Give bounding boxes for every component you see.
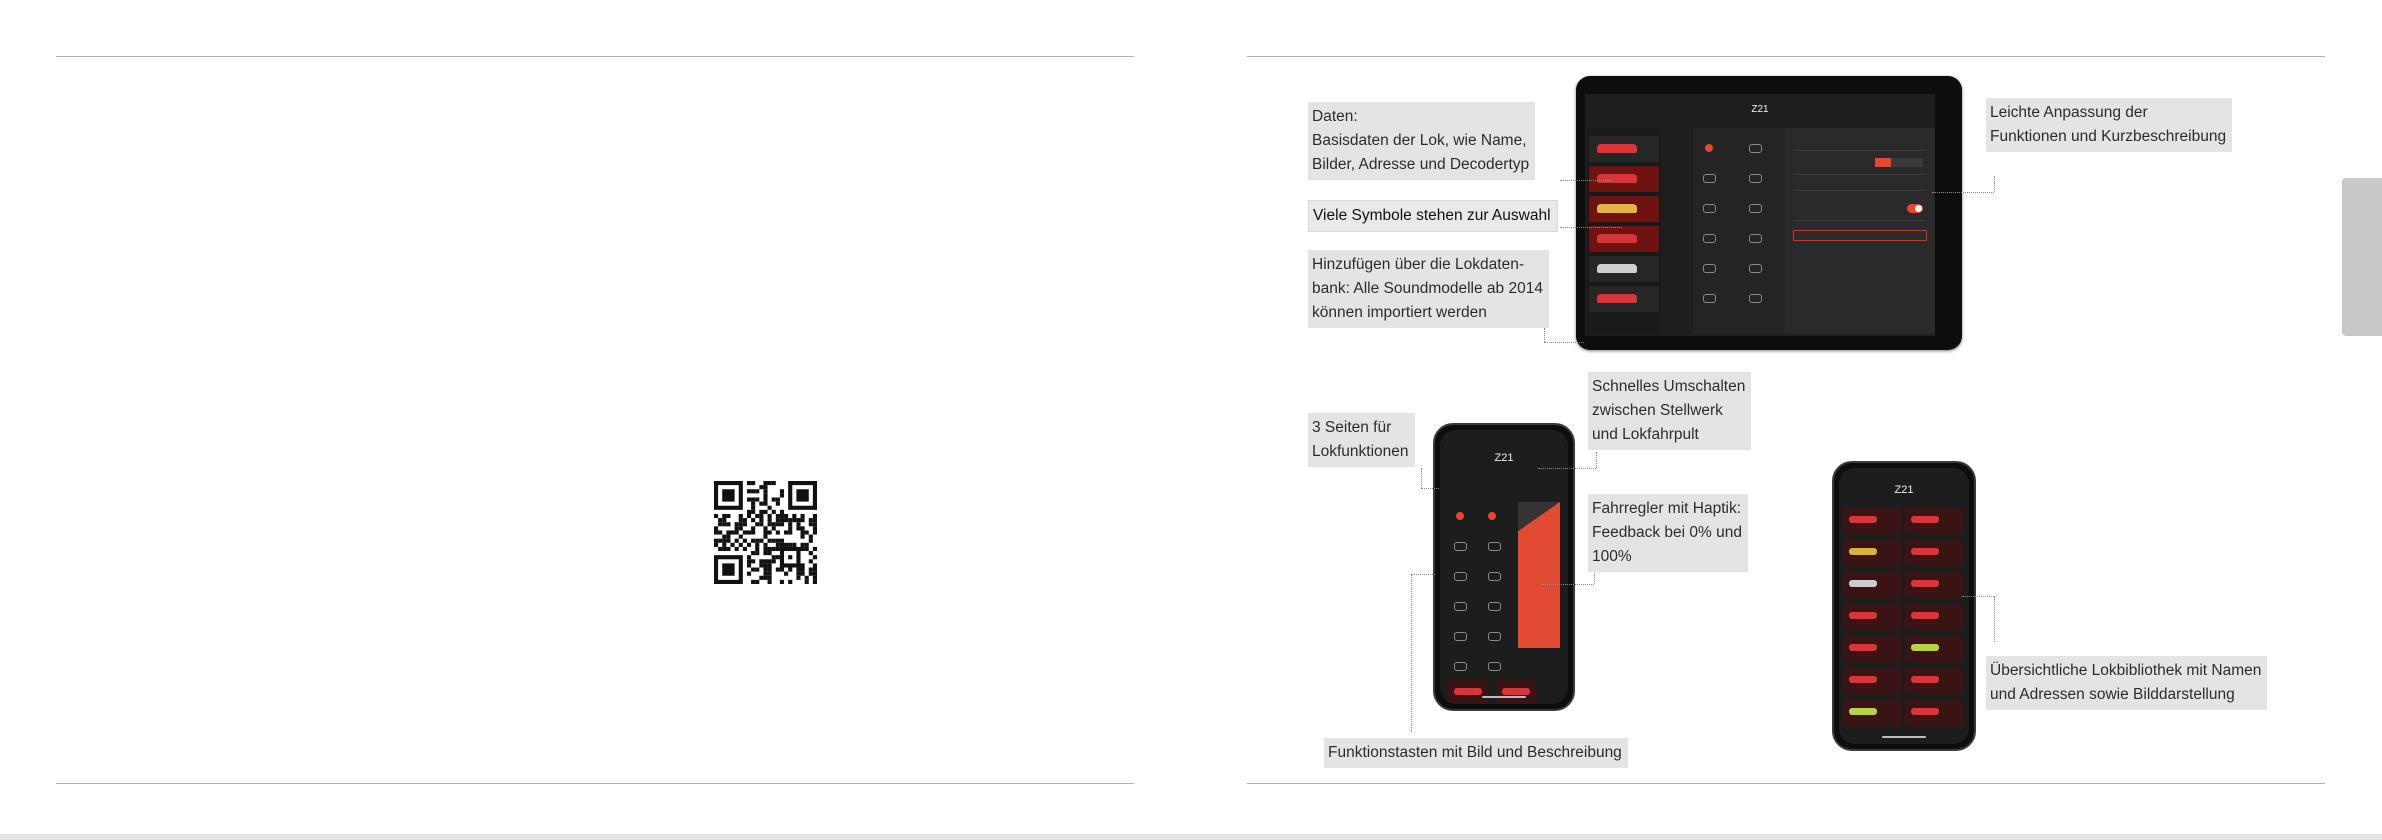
chapter-tab [2342,178,2382,336]
loco-thumbnail [1597,294,1637,303]
phone-driving-console [1433,423,1575,711]
tablet-app-title: Z21 [1751,104,1769,115]
function-icon[interactable] [1454,662,1467,671]
horn-icon[interactable] [1703,204,1716,213]
loco-library-item[interactable] [1843,508,1901,534]
phone-loco-library [1832,461,1976,751]
function-icon[interactable] [1488,542,1501,551]
loco-quick-select[interactable] [1448,680,1488,704]
top-rule-left [56,56,1134,57]
callout-bibliothek [1986,656,2267,710]
divider [1793,190,1927,191]
list-item[interactable] [1589,166,1659,192]
callout-line: Feedback bei 0% und [1592,524,1742,541]
loco-thumbnail [1911,644,1939,651]
phone-app-title: Z21 [1894,484,1914,496]
callout-line: Viele Symbole stehen zur Auswahl [1313,207,1551,224]
loco-library-item[interactable] [1905,668,1963,694]
loco-library-item[interactable] [1843,540,1901,566]
function-icon[interactable] [1703,294,1716,303]
light-icon[interactable] [1705,144,1713,152]
callout-line: Schnelles Umschalten [1592,378,1746,395]
loco-thumbnail [1849,676,1877,683]
list-item[interactable] [1589,256,1659,282]
callout-line: Basisdaten der Lok, wie Name, [1312,132,1527,149]
callout-line: 3 Seiten für [1312,419,1392,436]
callout-hinzufuegen [1308,250,1549,328]
function-icon[interactable] [1488,662,1501,671]
function-icon[interactable] [1488,572,1501,581]
function-icon[interactable] [1454,572,1467,581]
segment-selected[interactable] [1875,158,1891,167]
speed-slider[interactable] [1518,502,1560,648]
callout-line: Hinzufügen über die Lokdaten- [1312,256,1524,273]
loco-thumbnail [1849,612,1877,619]
phone-screen [1440,430,1568,704]
loco-library-item[interactable] [1905,604,1963,630]
function-icon[interactable] [1749,294,1762,303]
loco-thumbnail [1597,204,1637,213]
bottom-rule-right [1247,783,2325,784]
qr-code-icon [714,481,817,584]
loco-thumbnail [1911,708,1939,715]
loco-thumbnail [1502,688,1530,695]
list-item[interactable] [1589,136,1659,162]
loco-library-item[interactable] [1843,604,1901,630]
list-item[interactable] [1589,196,1659,222]
page-gutter-strip [0,834,2382,840]
callout-line: Daten: [1312,108,1358,125]
leader-line [1421,468,1422,488]
function-icon[interactable] [1749,234,1762,243]
function-icon[interactable] [1454,542,1467,551]
callout-funktionstasten [1324,738,1628,768]
loco-thumbnail [1849,580,1877,587]
loco-thumbnail [1911,580,1939,587]
loco-thumbnail [1911,516,1939,523]
loco-thumbnail [1597,144,1637,153]
loco-thumbnail [1597,264,1637,273]
function-icon[interactable] [1454,602,1467,611]
callout-fahrregler [1588,494,1748,572]
loco-library-item[interactable] [1905,636,1963,662]
loco-thumbnail [1849,708,1877,715]
callout-line: können importiert werden [1312,304,1487,321]
button-type-segmented-control[interactable] [1875,158,1923,167]
loco-thumbnail [1849,644,1877,651]
callout-line: Übersichtliche Lokbibliothek mit Namen [1990,662,2262,679]
leader-line [1932,192,1994,193]
callout-line: Funktionen und Kurzbeschreibung [1990,128,2227,145]
leader-line [1544,342,1584,343]
callout-line: und Lokfahrpult [1592,426,1699,443]
function-icon[interactable] [1749,174,1762,183]
callout-line: Funktionstasten mit Bild und Beschreibung [1328,744,1622,761]
phone-screen [1839,468,1969,744]
divider [1793,150,1927,151]
tablet-function-settings [1785,128,1935,334]
function-icon[interactable] [1749,264,1762,273]
divider [1793,220,1927,221]
loco-thumbnail [1911,612,1939,619]
speed-slider-fill [1518,502,1560,648]
function-icon[interactable] [1749,204,1762,213]
loco-library-item[interactable] [1905,540,1963,566]
function-icon[interactable] [1703,174,1716,183]
callout-line: Fahrregler mit Haptik: [1592,500,1742,517]
home-indicator [1882,736,1926,738]
function-icon[interactable] [1454,632,1467,641]
callout-line: zwischen Stellwerk [1592,402,1723,419]
function-icon[interactable] [1488,632,1501,641]
tablet-loco-list [1587,128,1661,334]
loco-thumbnail [1454,688,1482,695]
leader-line [1421,488,1439,489]
loco-library-item[interactable] [1905,508,1963,534]
callout-line: Bilder, Adresse und Decodertyp [1312,156,1530,173]
function-icon[interactable] [1703,234,1716,243]
loco-library-item[interactable] [1843,668,1901,694]
loco-library-item[interactable] [1843,636,1901,662]
loco-thumbnail [1597,234,1637,243]
phone-app-title: Z21 [1494,452,1514,464]
sound-icon[interactable] [1488,512,1496,520]
leader-line [1411,574,1412,732]
tablet-status-bar [1585,94,1935,102]
list-item[interactable] [1589,226,1659,252]
sound-icon[interactable] [1749,144,1762,153]
function-icon[interactable] [1488,602,1501,611]
callout-umschalten [1588,372,1751,450]
callout-line: und Adressen sowie Bilddarstellung [1990,686,2235,703]
leader-line [1994,596,1995,642]
loco-library-item[interactable] [1905,572,1963,598]
leader-line [1544,328,1545,342]
loco-thumbnail [1911,676,1939,683]
leader-line [1560,180,1612,181]
loco-thumbnail [1849,516,1877,523]
home-indicator [1482,696,1526,698]
top-rule-right [1247,56,2325,57]
leader-line [1596,452,1597,468]
callout-line: Lokfunktionen [1312,443,1409,460]
tablet-device [1576,76,1962,350]
callout-line: bank: Alle Soundmodelle ab 2014 [1312,280,1543,297]
leader-line [1411,574,1435,575]
loco-thumbnail [1849,548,1877,555]
callout-seiten [1308,413,1415,467]
loco-library-item[interactable] [1843,700,1901,726]
list-item[interactable] [1589,286,1659,312]
leader-line [1542,584,1594,585]
delete-button[interactable] [1793,230,1927,241]
leader-line [1962,596,1994,597]
function-icon[interactable] [1703,264,1716,273]
loco-library-item[interactable] [1843,572,1901,598]
loco-library-item[interactable] [1905,700,1963,726]
divider [1793,174,1927,175]
callout-anpassung [1986,98,2232,152]
tablet-screen [1585,94,1935,336]
leader-line [1560,227,1622,228]
callout-line: 100% [1592,548,1632,565]
callout-daten [1308,102,1535,180]
leader-line [1994,176,1995,192]
toggle-switch[interactable] [1907,204,1923,213]
leader-line [1538,468,1596,469]
callout-line: Leichte Anpassung der [1990,104,2148,121]
light-icon[interactable] [1456,512,1464,520]
loco-quick-select[interactable] [1496,680,1536,704]
bottom-rule-left [56,783,1134,784]
loco-thumbnail [1911,548,1939,555]
loco-thumbnail [1597,174,1637,183]
callout-symbole [1308,200,1558,232]
tablet-symbol-grid [1693,128,1785,334]
